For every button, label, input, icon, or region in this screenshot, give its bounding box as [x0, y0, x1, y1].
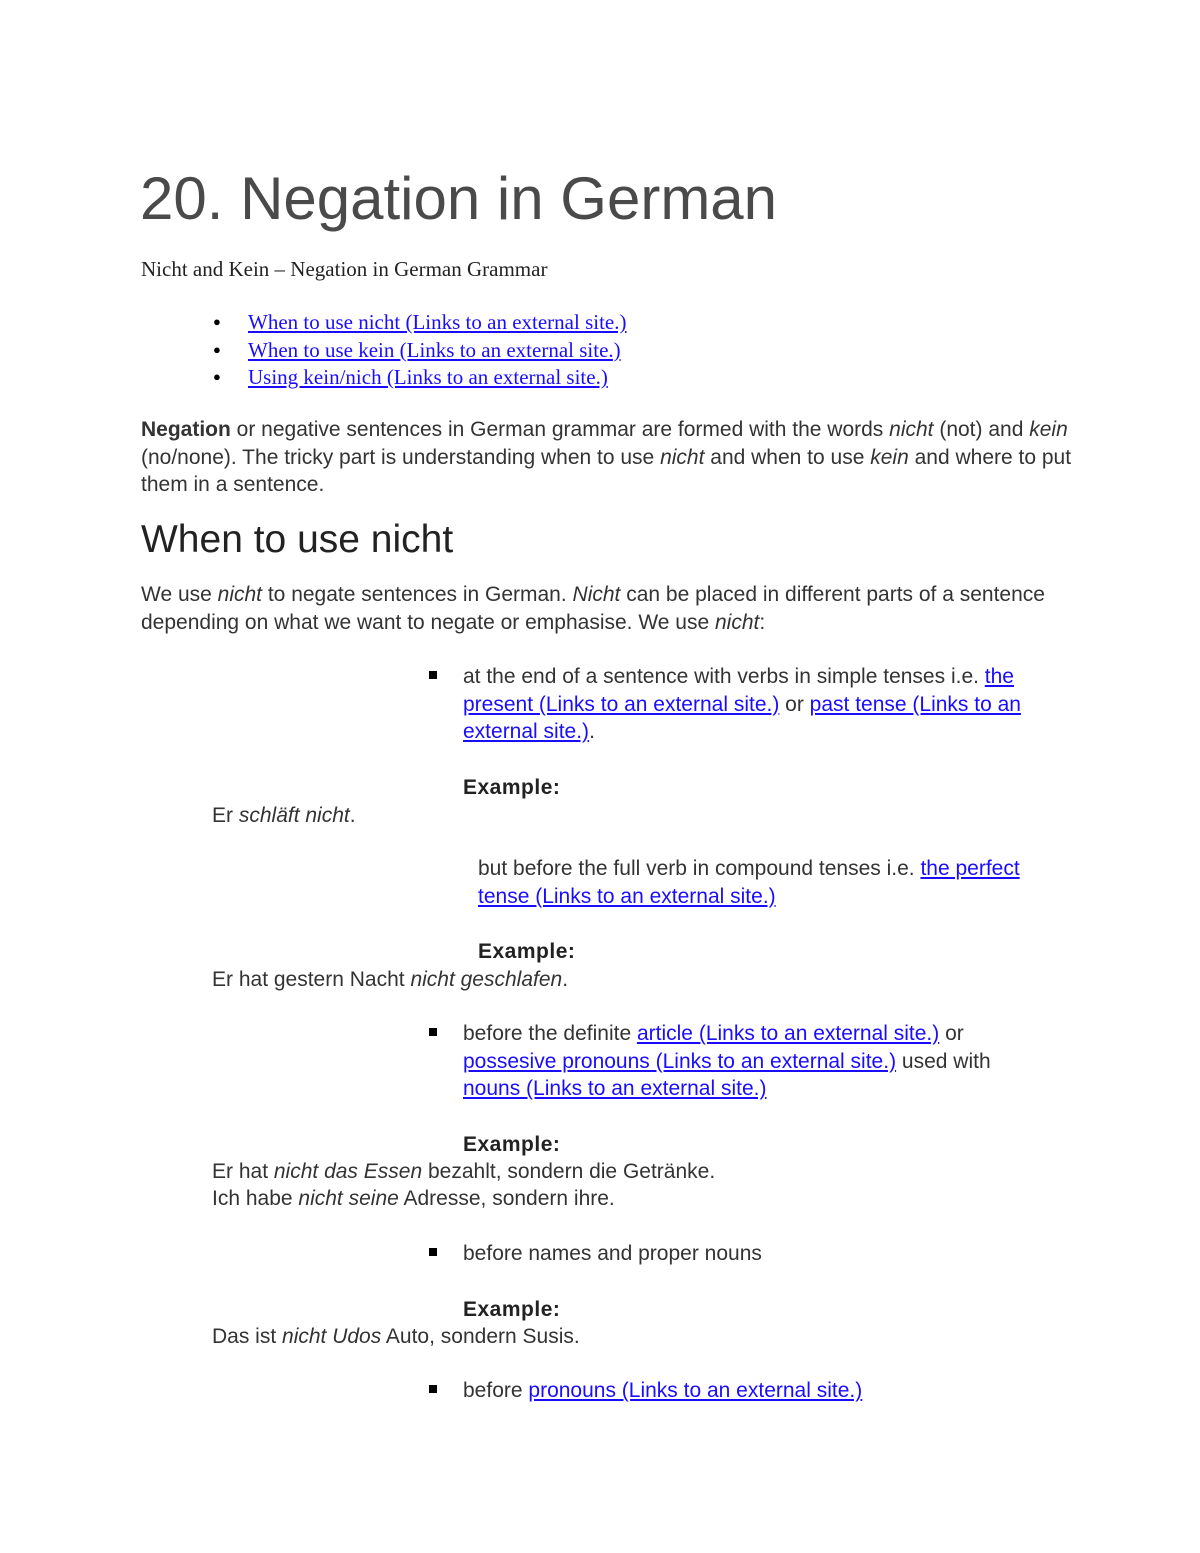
example-term: nicht Udos: [282, 1325, 382, 1348]
example-text: Ich habe: [212, 1187, 299, 1210]
section-text: We use: [141, 583, 218, 606]
link-past-tense[interactable]: past tense (Links to an external site.): [463, 692, 1021, 744]
rule-item: [463, 1020, 998, 1103]
example-text: Er: [212, 804, 239, 827]
square-bullet-icon: [429, 1385, 437, 1393]
intro-text: and where to put them in a sentence.: [141, 445, 1072, 497]
example-text: Auto, sondern Susis.: [381, 1325, 580, 1348]
rule-item: [463, 1240, 1023, 1268]
example-text: Adresse, sondern ihre.: [398, 1187, 615, 1210]
intro-text: (no/none). The tricky part is understanding when to use: [141, 445, 661, 469]
example-term: nicht seine: [298, 1187, 399, 1210]
rule-text: or: [939, 1022, 964, 1045]
rule-text: but before the full verb in compound tenses i.e.: [478, 857, 921, 880]
list-item: [213, 364, 626, 392]
example-term: nicht geschlafen: [410, 968, 563, 991]
section-intro-paragraph: [141, 581, 1101, 636]
example-sentence: [212, 1323, 580, 1351]
intro-term: kein: [870, 445, 909, 469]
example-text: bezahlt, sondern die Getränke.: [422, 1160, 716, 1183]
square-bullet-icon: [429, 1248, 437, 1256]
link-pronouns[interactable]: pronouns (Links to an external site.): [528, 1379, 863, 1402]
page-title: 20. Negation in German: [140, 165, 778, 232]
link-article[interactable]: article (Links to an external site.): [636, 1022, 940, 1045]
section-text: :: [759, 610, 766, 634]
list-item: [213, 309, 626, 337]
example-label: Example:: [463, 1298, 561, 1321]
rule-item: [463, 1377, 1023, 1405]
intro-text: or negative sentences in German grammar are formed with the words: [230, 418, 890, 441]
example-sentence: [212, 802, 356, 830]
page-subtitle: Nicht and Kein – Negation in German Grammar: [141, 257, 548, 281]
section-heading: When to use nicht: [141, 518, 454, 561]
link-possesive-pronouns[interactable]: possesive pronouns (Links to an external site.): [463, 1049, 897, 1073]
example-label: Example:: [478, 940, 576, 963]
intro-text: (not) and: [933, 418, 1030, 441]
intro-term: kein: [1029, 418, 1068, 441]
link-perfect-tense[interactable]: the perfect tense (Links to an external site.): [478, 857, 1020, 908]
rule-text: before the definite: [463, 1022, 637, 1045]
example-text: .: [562, 968, 569, 991]
square-bullet-icon: [429, 1028, 437, 1036]
link-using-kein-nich[interactable]: Using kein/nich (Links to an external site.): [248, 365, 608, 389]
rule-text: used with: [896, 1049, 991, 1073]
intro-paragraph: [141, 416, 1101, 499]
section-text: can be placed in different parts of a sentence depending on what we want to negate or emphasise. We use: [141, 583, 1045, 634]
rule-text: .: [589, 720, 595, 744]
example-sentence: [212, 1185, 615, 1213]
intro-term: nicht: [889, 418, 934, 441]
external-links-list: [213, 309, 626, 392]
square-bullet-icon: [429, 671, 437, 679]
link-when-to-use-kein[interactable]: When to use kein (Links to an external site.): [248, 337, 621, 362]
example-text: .: [349, 804, 356, 827]
rule-text: at the end of a sentence with verbs in simple tenses i.e.: [463, 665, 985, 688]
rule-text: or: [779, 692, 810, 716]
list-item: [213, 337, 626, 365]
rule-item: [478, 855, 1023, 910]
section-text: to negate sentences in German.: [262, 583, 573, 606]
section-term: nicht: [714, 610, 760, 634]
example-text: Das ist: [212, 1325, 283, 1348]
rule-text: before: [463, 1379, 529, 1402]
intro-text: and when to use: [704, 445, 871, 469]
example-term: schläft nicht: [238, 804, 350, 827]
example-text: Er hat: [212, 1160, 274, 1183]
example-text: Er hat gestern Nacht: [212, 968, 411, 991]
link-when-to-use-nicht[interactable]: When to use nicht (Links to an external site.): [248, 310, 627, 334]
section-term: Nicht: [572, 583, 621, 606]
rule-item: [463, 663, 1023, 746]
link-nouns[interactable]: nouns (Links to an external site.): [463, 1077, 767, 1101]
rule-text: before names and proper nouns: [463, 1242, 762, 1265]
example-label: Example:: [463, 1133, 561, 1156]
section-term: nicht: [217, 583, 263, 606]
example-term: nicht das Essen: [273, 1160, 423, 1183]
intro-term: nicht: [660, 445, 705, 469]
intro-bold: Negation: [141, 418, 231, 441]
example-label: Example:: [463, 776, 561, 799]
example-sentence: [212, 1158, 715, 1186]
example-sentence: [212, 966, 568, 994]
link-present-tense[interactable]: the present (Links to an external site.): [463, 665, 1014, 716]
